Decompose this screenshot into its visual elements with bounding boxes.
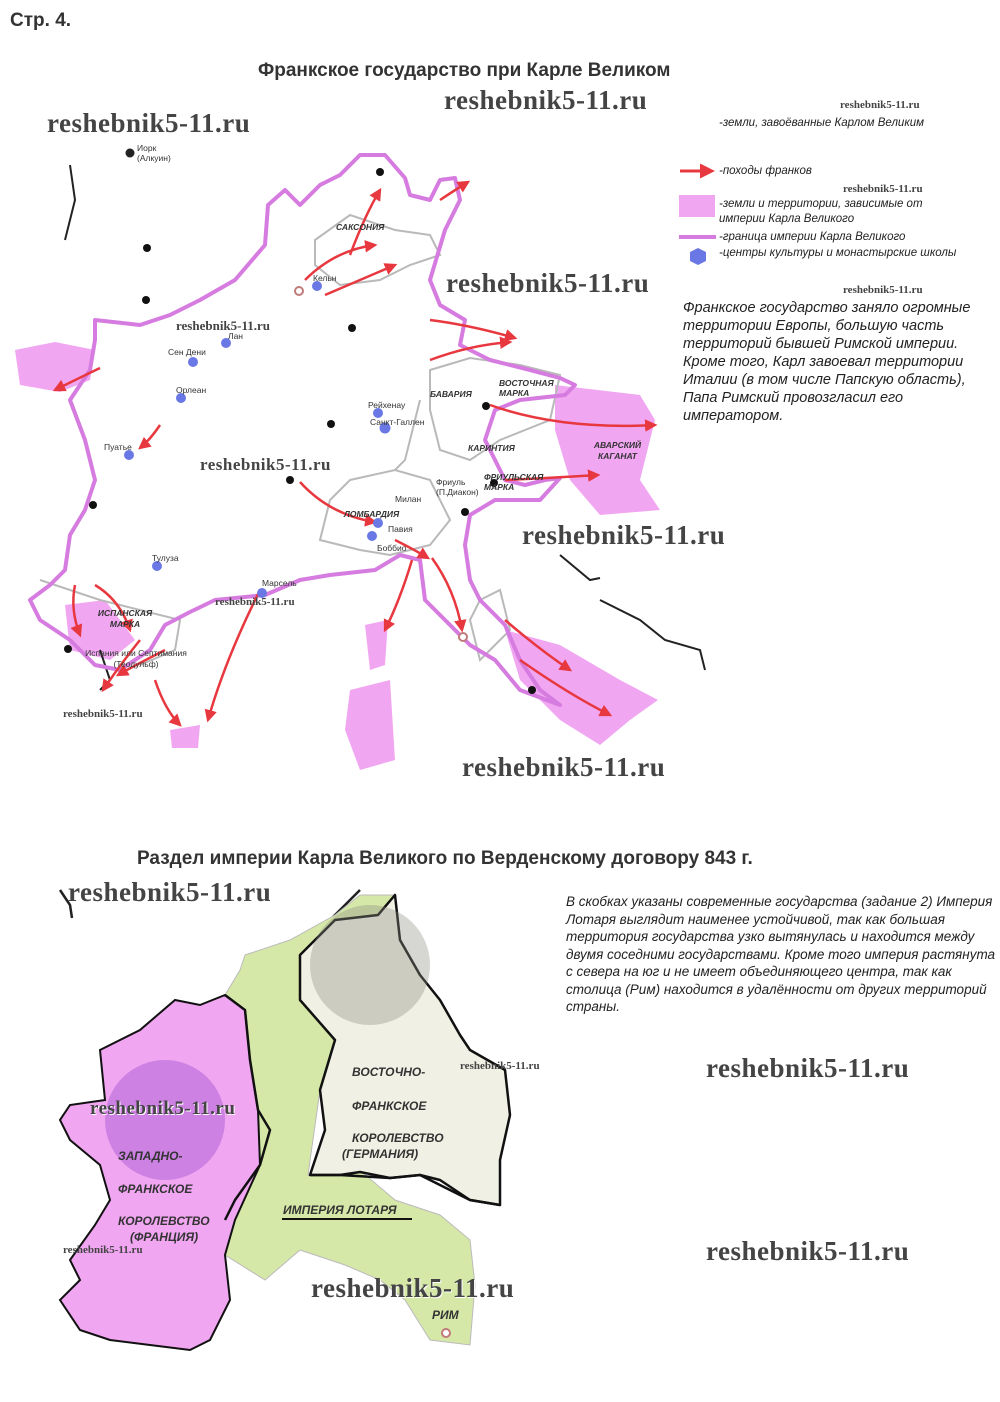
place-cologne: Кельн (313, 273, 337, 283)
watermark: reshebnik5-11.ru (446, 268, 650, 298)
watermark: reshebnik5-11.ru (444, 85, 648, 115)
place-poitiers: Пуатье (104, 442, 132, 452)
place-york: Иорк (Алкуин) (137, 143, 171, 163)
place-toulouse: Тулуза (152, 553, 179, 563)
place-orleans: Орлеан (176, 385, 207, 395)
legend-dependent: -земли и территории, зависимые от империи Карла Великого (719, 198, 923, 225)
west-kingdom-line3: КОРОЛЕВСТВО (118, 1214, 210, 1228)
dependent-territories (15, 342, 660, 770)
legend-symbols (679, 171, 716, 265)
region-carinthia: КАРИНТИЯ (468, 443, 515, 453)
legend-border: -граница империи Карла Великого (719, 231, 906, 243)
map2-paragraph: В скобках указаны современные государства (задание 2) Империя Лотаря выглядит наименее устойчивой, так как большая территория государства узко вытянулась и находится между двумя соседними государствами. Кроме того империя растянута с севера на юг и не имеет объединяющего центра, так как столица (Рим) находится в удалённости от других территорий страны. (566, 894, 996, 1014)
lothair-empire-label: ИМПЕРИЯ ЛОТАРЯ (283, 1203, 397, 1217)
region-east-march: ВОСТОЧНАЯ МАРКА (499, 378, 554, 398)
place-milan: Милан (395, 494, 422, 504)
region-friuli-march: ФРИУЛЬСКАЯ МАРКА (484, 472, 544, 492)
watermark: reshebnik5-11.ru (90, 1098, 236, 1119)
place-laon: Лан (228, 331, 243, 341)
rome-label: РИМ (432, 1308, 459, 1322)
east-kingdom-line1: ВОСТОЧНО- (352, 1065, 426, 1079)
region-spanish-march: ИСПАНСКАЯ МАРКА (97, 608, 153, 629)
watermark-small: reshebnik5-11.ru (176, 318, 271, 333)
watermark-small: reshebnik5-11.ru (215, 596, 295, 608)
watermark-small: reshebnik5-11.ru (63, 1244, 143, 1256)
watermark-small: reshebnik5-11.ru (843, 183, 923, 195)
east-kingdom-line4: (ГЕРМАНИЯ) (342, 1147, 419, 1161)
map2-title: Раздел империи Карла Великого по Верденскому договору 843 г. (137, 848, 753, 869)
watermark: reshebnik5-11.ru (522, 520, 726, 550)
map1-paragraph: Франкское государство заняло огромные территории Европы, большую часть территорий бывшей Римской империи. Кроме того, Карл завоевал территории Италии (в том числе Папскую область), Папа Римский провозгласил его императором. (683, 300, 971, 424)
place-marseille: Марсель (262, 578, 297, 588)
west-kingdom-line1: ЗАПАДНО- (118, 1149, 183, 1163)
legend-centers: -центры культуры и монастырские школы (719, 247, 957, 259)
place-friuli: Фриуль (П.Диакон) (436, 477, 479, 497)
page-number: Стр. 4. (10, 10, 72, 31)
east-kingdom-line2: ФРАНКСКОЕ (352, 1099, 427, 1113)
region-saxony: САКСОНИЯ (336, 222, 385, 232)
watermark-small: reshebnik5-11.ru (460, 1060, 540, 1072)
watermark: reshebnik5-11.ru (68, 877, 272, 907)
place-septimania: Испания или Септимания (Теодульф) (85, 648, 187, 669)
watermark: reshebnik5-11.ru (462, 752, 666, 782)
west-kingdom-line4: (ФРАНЦИЯ) (130, 1230, 199, 1244)
place-pavia: Павия (388, 524, 413, 534)
place-bobbio: Боббио (377, 543, 407, 553)
place-st-gallen: Санкт-Галлен (370, 417, 425, 427)
rome-marker (442, 1329, 450, 1337)
watermark: reshebnik5-11.ru (47, 108, 251, 138)
watermark-small: reshebnik5-11.ru (840, 99, 920, 111)
map1-title: Франкское государство при Карле Великом (258, 60, 671, 81)
region-lombardy: ЛОМБАРДИЯ (344, 509, 400, 519)
watermark: reshebnik5-11.ru (706, 1236, 910, 1266)
legend-campaigns: -походы франков (719, 165, 812, 177)
legend-conquered: -земли, завоёванные Карлом Великим (719, 117, 925, 129)
west-kingdom-line2: ФРАНКСКОЕ (118, 1182, 193, 1196)
region-bavaria: БАВАРИЯ (430, 389, 472, 399)
map2-east-overlay (310, 905, 430, 1025)
region-avar: АВАРСКИЙ КАГАНАТ (593, 440, 642, 461)
watermark-small: reshebnik5-11.ru (63, 708, 143, 720)
place-reichenau: Рейхенау (368, 400, 406, 410)
place-saint-denis: Сен Дени (168, 347, 206, 357)
watermark-small: reshebnik5-11.ru (843, 284, 923, 296)
watermark: reshebnik5-11.ru (311, 1273, 515, 1303)
east-kingdom-line3: КОРОЛЕВСТВО (352, 1131, 444, 1145)
watermark: reshebnik5-11.ru (706, 1053, 910, 1083)
watermark: reshebnik5-11.ru (200, 455, 331, 474)
